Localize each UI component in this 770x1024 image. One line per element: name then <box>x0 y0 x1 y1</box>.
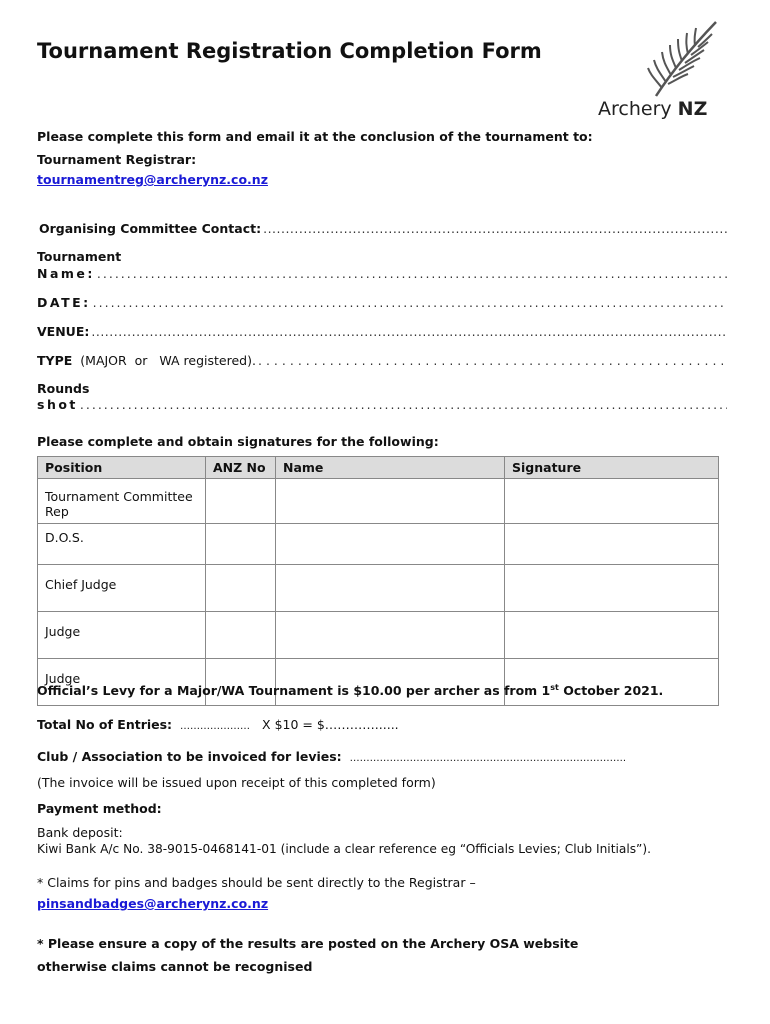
invoice-field[interactable] <box>37 749 626 764</box>
tournament-name-label-line1: Tournament <box>37 249 122 264</box>
anz-no-cell[interactable] <box>206 565 276 612</box>
anz-no-cell[interactable] <box>206 612 276 659</box>
bank-details: Kiwi Bank A/c No. 38-9015-0468141-01 (include a clear reference eg “Officials Levies; Club Initials”). <box>37 842 652 856</box>
position-cell: Chief Judge <box>38 565 206 612</box>
name-cell[interactable] <box>276 659 505 706</box>
organising-contact-field[interactable] <box>39 221 727 236</box>
date-dots <box>93 295 727 310</box>
bank-label: Bank deposit: <box>37 825 123 840</box>
table-row <box>38 565 719 612</box>
archery-nz-logo <box>596 18 726 128</box>
pins-email-link[interactable]: pinsandbadges@archerynz.co.nz <box>37 896 269 911</box>
table-header-row <box>38 457 719 479</box>
signatures-table <box>37 456 719 706</box>
table-row <box>38 612 719 659</box>
tournament-name-field[interactable] <box>37 266 727 281</box>
rounds-shot-field[interactable] <box>37 397 727 412</box>
fern-icon <box>596 18 726 98</box>
table-row <box>38 479 719 524</box>
signature-cell[interactable] <box>505 479 719 524</box>
position-cell: Judge <box>38 612 206 659</box>
type-options: (MAJOR or WA registered). <box>80 353 256 368</box>
organising-contact-label: Organising Committee Contact: <box>39 221 262 236</box>
registrar-email-link[interactable]: tournamentreg@archerynz.co.nz <box>37 172 268 187</box>
header-signature: Signature <box>505 457 719 479</box>
position-cell: D.O.S. <box>38 524 206 565</box>
signature-cell[interactable] <box>505 659 719 706</box>
rounds-label-line1: Rounds <box>37 381 90 396</box>
page-title: Tournament Registration Completion Form <box>37 39 542 63</box>
organising-contact-dots <box>263 221 727 236</box>
invoice-note: (The invoice will be issued upon receipt of this completed form) <box>37 775 436 790</box>
name-cell[interactable] <box>276 565 505 612</box>
date-field[interactable] <box>37 295 727 310</box>
rounds-label-line2: shot <box>37 397 78 412</box>
entries-dots: ………………… <box>180 721 251 732</box>
logo-text-nz: NZ <box>677 98 708 120</box>
tournament-name-dots <box>97 266 727 281</box>
entries-label: Total No of Entries: <box>37 717 173 732</box>
header-name: Name <box>276 457 505 479</box>
entries-calc: X $10 = $…………...... <box>262 717 399 732</box>
position-cell: Judge <box>38 659 206 706</box>
position-cell: Tournament Committee Rep <box>38 479 206 524</box>
venue-label: VENUE: <box>37 324 90 339</box>
invoice-dots: ……………………………………………………………………….. <box>349 753 627 764</box>
signature-cell[interactable] <box>505 524 719 565</box>
name-cell[interactable] <box>276 612 505 659</box>
anz-no-cell[interactable] <box>206 524 276 565</box>
type-label: TYPE <box>37 353 73 368</box>
name-cell[interactable] <box>276 524 505 565</box>
payment-label: Payment method: <box>37 801 162 816</box>
signatures-heading: Please complete and obtain signatures for the following: <box>37 434 439 449</box>
venue-dots <box>91 324 727 339</box>
table-row <box>38 524 719 565</box>
name-cell[interactable] <box>276 479 505 524</box>
levy-text: Official’s Levy for a Major/WA Tournament is $10.00 per archer as from 1st October 2021. <box>37 683 664 699</box>
anz-no-cell[interactable] <box>206 479 276 524</box>
date-label: DATE: <box>37 295 91 310</box>
ensure-text-line2: otherwise claims cannot be recognised <box>37 959 313 974</box>
type-dots <box>258 353 727 368</box>
registrar-label: Tournament Registrar: <box>37 152 197 167</box>
type-field[interactable] <box>37 353 727 368</box>
header-position: Position <box>38 457 206 479</box>
anz-no-cell[interactable] <box>206 659 276 706</box>
claims-text: * Claims for pins and badges should be sent directly to the Registrar – <box>37 875 476 890</box>
signature-cell[interactable] <box>505 612 719 659</box>
header-anz-no: ANZ No <box>206 457 276 479</box>
table-row <box>38 659 719 706</box>
intro-text: Please complete this form and email it at the conclusion of the tournament to: <box>37 129 593 144</box>
invoice-label: Club / Association to be invoiced for levies: <box>37 749 342 764</box>
ensure-text-line1: * Please ensure a copy of the results are posted on the Archery OSA website <box>37 936 579 951</box>
logo-text-archery: Archery <box>598 98 672 120</box>
signature-cell[interactable] <box>505 565 719 612</box>
venue-field[interactable] <box>37 324 727 339</box>
tournament-name-label-line2: Name: <box>37 266 95 281</box>
rounds-dots <box>80 397 727 412</box>
entries-field[interactable] <box>37 717 399 732</box>
